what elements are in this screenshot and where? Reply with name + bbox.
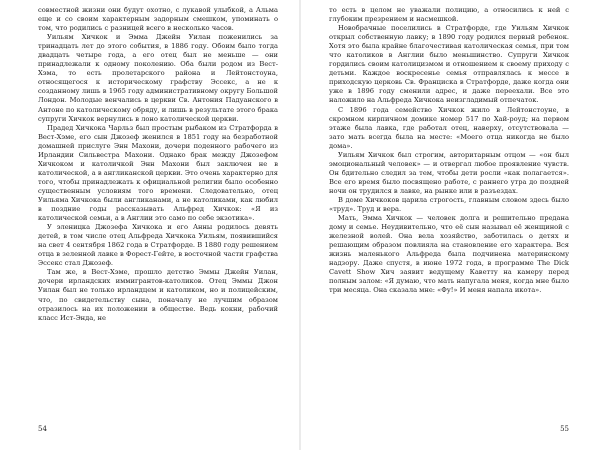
paragraph: У эленицка Джозефа Хичкока и его Анны родилось девять детей, в том числе отец Альфреда Хичкока Уильям, появившийся на свет 4 сентября 1862 года в Стратфорде. В 1880 году решением отца в зеленной лавке в Форест-Гейте, в восточной части графства Эссекс стал Джозеф. — [38, 223, 278, 268]
paragraph: С 1896 года семейство Хичкок жило в Лейтонстоуне, в скромном кирпичном домике номер 517 по Хай-роуд; на первом этаже была лавка, где работал отец, наверху, отсутствовала — зато мать всегда была на месте: «Моего отца никогда не было дома». — [329, 105, 569, 150]
paragraph: Уильям Хичкок был строгим, авторитарным отцом — «он был эмоциональный человек» — и отвергал любое проявление чувств. Он бдительно следил за тем, чтобы дети росли «как полагается». Все его время было посвящено работе, с раннего утра до поздней ночи он трудился в лавке, на рынке или в разъездах. — [329, 150, 569, 195]
right-page-text — [329, 6, 569, 296]
paragraph: Мать, Эмма Хичкок — человек долга и решительно предана дому и семье. Неудивительно, что её сын называл её женщиной с железной волей. Она вела хозяйство, заботилась о детях и решающим образом повлияла на становление его характера. Вся жизнь маленького Альфреда была подчинена материнскому надзору. Даже спустя, в июне 1972 года, в программе The Dick Cavett Show Хич заявит ведущему Каветту на камеру перед полным залом: «Я думаю, что мать напугала меня, когда мне было три месяца. Она сказала мне: «Фу!» И меня напала икота». — [329, 214, 569, 295]
page-number: 54 — [38, 425, 47, 433]
paragraph: В доме Хичкоков царила строгость, главным словом здесь было «труд». Труд и вера. — [329, 195, 569, 214]
paragraph: Там же, в Вест-Хэме, прошло детство Эммы Джейн Уилан, дочери ирландских иммигрантов-католиков. Отец Эммы Джон Уилан был не только ирландцем и католиком, но и полицейским, что, по свидетельству сына, поначалу не лучшим образом отразилось на их положении в обществе. Ведь кокни, рабочий класс Ист-Энда, не — [38, 268, 278, 322]
page-number: 55 — [560, 425, 569, 433]
paragraph: совместной жизни они будут охотно, с лукавой улыбкой, а Альма еще и со своим характерным задорным смешком, упоминать о том, что родились с разницей всего в несколько часов. — [38, 6, 278, 33]
book-gutter — [299, 0, 301, 450]
paragraph: Уильям Хичкок и Эмма Джейн Уилан поженились за тринадцать лет до этого события, в 1886 году. Обоим было тогда двадцать четыре года, а его отец был не меньше — они принадлежали к одному поколению. Оба были родом из Вест-Хэма, то есть пролетарского района и Лейтонстоуна, относящегося к историческому графству Эссекс, а не к созданному лишь в 1965 году административному округу Большой Лондон. Молодые венчались в церкви Св. Антония Падуанского в Антоне по католическому обряду, и лишь в результате этого брака супруги Хичкок вернулись в лоно католической церкви. — [38, 33, 278, 123]
right-page — [329, 6, 569, 450]
left-page-text — [38, 6, 278, 323]
paragraph: Прадед Хичкока Чарльз был простым рыбаком из Стратфорда в Вест-Хэме, его сын Джозеф женился в 1851 году на безработной домашней прислуге Энн Махони, дочери поденного рабочего из Ирландии Сильвестра Махони. Однако брак между Джозефом Хичкоком и католичкой Энн Махони был заключен не в католической, а в англиканской церкви. Это очень характерно для того, чтобы принадлежать к официальной религии было особенно существенным условиям того времени. Следовательно, отец Уильяма Хичкока были англиканами, а не католиками, как любил в поздние годы рассказывать Альфред Хичкок: «Я из католической семьи, а в Англии это само по себе экзотика». — [38, 123, 278, 223]
paragraph: то есть в целом не уважали полицию, а относились к ней с глубоким презрением и насмешкой. — [329, 6, 569, 24]
paragraph: Новобрачные поселились в Стратфорде, где Уильям Хичкок открыл собственную лавку; в 1890 году родился первый ребенок. Хотя это была крайне благочестивая католическая семья, при том что католиков в Англии было меньшинство. Супруги Хичкок гордились своим католицизмом и отношением к своему приходу с детьми. Каждое воскресенье семья отправлялась к мессе в приходскую церковь Св. Франциска в Стратфорде, даже когда они уже в 1896 году сменили адрес, и даже переехали. Все это наложило на Альфреда Хичкока неизгладимый отпечаток. — [329, 24, 569, 105]
left-page — [38, 6, 278, 450]
